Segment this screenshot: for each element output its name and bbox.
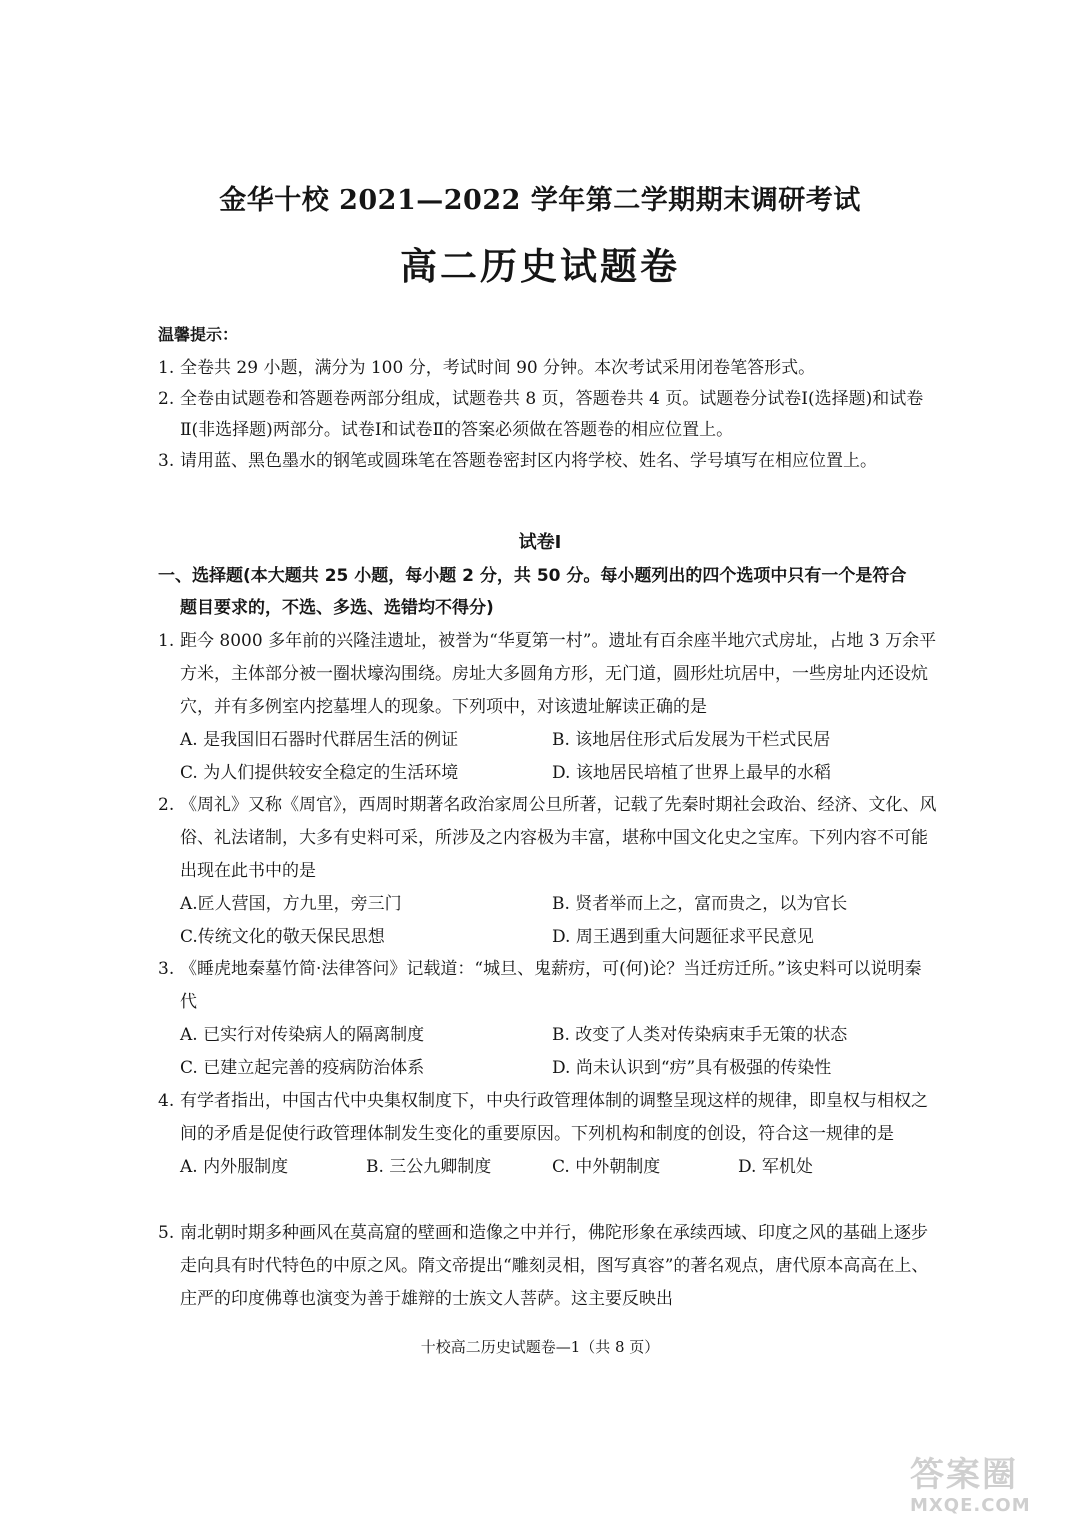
question-text: 南北朝时期多种画风在莫高窟的壁画和造像之中并行，佛陀形象在承续西域、印度之风的基础上逐步走向具有时代特色的中原之风。隋文帝提出“雕刻灵相，图写真容”的著名观点，唐代原本高高在上、庄严的印度佛尊也演变为善于雄辩的士族文人菩萨。这主要反映出: [180, 1223, 929, 1309]
watermark-site: MXQE.COM: [910, 1495, 1031, 1516]
option-b: B. 该地居住形式后发展为干栏式民居: [552, 730, 831, 750]
question-number: 5.: [158, 1223, 175, 1243]
question-number: 2.: [158, 795, 175, 815]
question-text: 距今 8000 多年前的兴隆洼遗址，被誉为“华夏第一村”。遗址有百余座半地穴式房址，占地 3 万余平方米，主体部分被一圈状壕沟围绕。房址大多圆角方形，无门道，圆形灶坑居中，一些房址内还设炕穴，并有多例室内挖墓埋人的现象。下列项中，对该遗址解读正确的是: [180, 631, 937, 717]
option-d: D. 军机处: [738, 1157, 813, 1177]
question-text: 《睡虎地秦墓竹简·法律答问》记载道：“城旦、鬼薪疠，可(何)论？当迁疠迁所。”该史料可以说明秦代: [180, 959, 922, 1012]
note-item: [158, 384, 938, 446]
option-c: C. 已建立起完善的疫病防治体系: [180, 1058, 425, 1078]
option-a: A. 是我国旧石器时代群居生活的例证: [180, 730, 459, 750]
exam-title: 金华十校 2021—2022 学年第二学期期末调研考试: [219, 185, 861, 216]
note-number: 3.: [158, 451, 175, 471]
option-a: A.匠人营国，方九里，旁三门: [180, 894, 402, 914]
option-d: D. 周王遇到重大问题征求平民意见: [552, 927, 814, 947]
question-1: [158, 625, 938, 790]
question-4: [158, 1085, 938, 1184]
options: [158, 1019, 938, 1085]
note-text: 全卷共 29 小题，满分为 100 分，考试时间 90 分钟。本次考试采用闭卷笔答形式。: [180, 358, 816, 378]
notes-block: [158, 322, 938, 477]
note-number: 1.: [158, 358, 175, 378]
question-text: 有学者指出，中国古代中央集权制度下，中央行政管理体制的调整呈现这样的规律，即皇权与相权之间的矛盾是促使行政管理体制发生变化的重要原因。下列机构和制度的创设，符合这一规律的是: [180, 1091, 928, 1144]
options: [158, 888, 938, 954]
question-3: [158, 953, 938, 1085]
question-number: 3.: [158, 959, 175, 979]
watermark: [910, 1455, 1070, 1519]
option-c: C.传统文化的敬天保民思想: [180, 927, 385, 947]
question-stem: [158, 953, 938, 1019]
option-d: D. 该地居民培植了世界上最早的水稻: [552, 763, 831, 783]
watermark-logo: 答案圈: [910, 1455, 1018, 1495]
part-instructions: [158, 560, 938, 624]
page-footer: 十校高二历史试题卷—1（共 8 页）: [420, 1338, 660, 1356]
option-c: C. 为人们提供较安全稳定的生活环境: [180, 763, 459, 783]
note-number: 2.: [158, 389, 175, 409]
option-a: A. 内外服制度: [180, 1157, 289, 1177]
option-b: B. 贤者举而上之，富而贵之，以为官长: [552, 894, 848, 914]
option-c: C. 中外朝制度: [552, 1157, 661, 1177]
question-number: 1.: [158, 631, 175, 651]
note-item: [158, 446, 938, 477]
part-instructions-line: 一、选择题(本大题共 25 小题，每小题 2 分，共 50 分。每小题列出的四个选项中只有一个是符合: [158, 566, 907, 586]
exam-subtitle: 高二历史试题卷: [400, 244, 680, 288]
question-stem: [158, 1085, 938, 1151]
option-b: B. 三公九卿制度: [366, 1157, 492, 1177]
option-a: A. 已实行对传染病人的隔离制度: [180, 1025, 425, 1045]
options: [158, 724, 938, 790]
question-stem: [158, 625, 938, 724]
question-number: 4.: [158, 1091, 175, 1111]
question-stem: [158, 1217, 938, 1316]
part-instructions-line: 题目要求的，不选、多选、选错均不得分): [180, 598, 494, 618]
question-5: [158, 1217, 938, 1316]
notes-heading: 温馨提示：: [158, 325, 239, 344]
note-item: [158, 353, 938, 384]
option-d: D. 尚未认识到“疠”具有极强的传染性: [552, 1058, 832, 1078]
note-text: 请用蓝、黑色墨水的钢笔或圆珠笔在答题卷密封区内将学校、姓名、学号填写在相应位置上。: [180, 451, 877, 471]
option-b: B. 改变了人类对传染病束手无策的状态: [552, 1025, 848, 1045]
question-stem: [158, 789, 938, 888]
question-text: 《周礼》又称《周官》，西周时期著名政治家周公旦所著，记载了先秦时期社会政治、经济、文化、风俗、礼法诸制，大多有史料可采，所涉及之内容极为丰富，堪称中国文化史之宝库。下列内容不可能出现在此书中的是: [180, 795, 937, 881]
options: [158, 1151, 938, 1184]
question-2: [158, 789, 938, 954]
note-text: 全卷由试题卷和答题卷两部分组成，试题卷共 8 页，答题卷共 4 页。试题卷分试卷Ⅰ(选择题)和试卷Ⅱ(非选择题)两部分。试卷Ⅰ和试卷Ⅱ的答案必须做在答题卷的相应位置上。: [180, 389, 924, 440]
section-title: 试卷Ⅰ: [518, 532, 562, 553]
